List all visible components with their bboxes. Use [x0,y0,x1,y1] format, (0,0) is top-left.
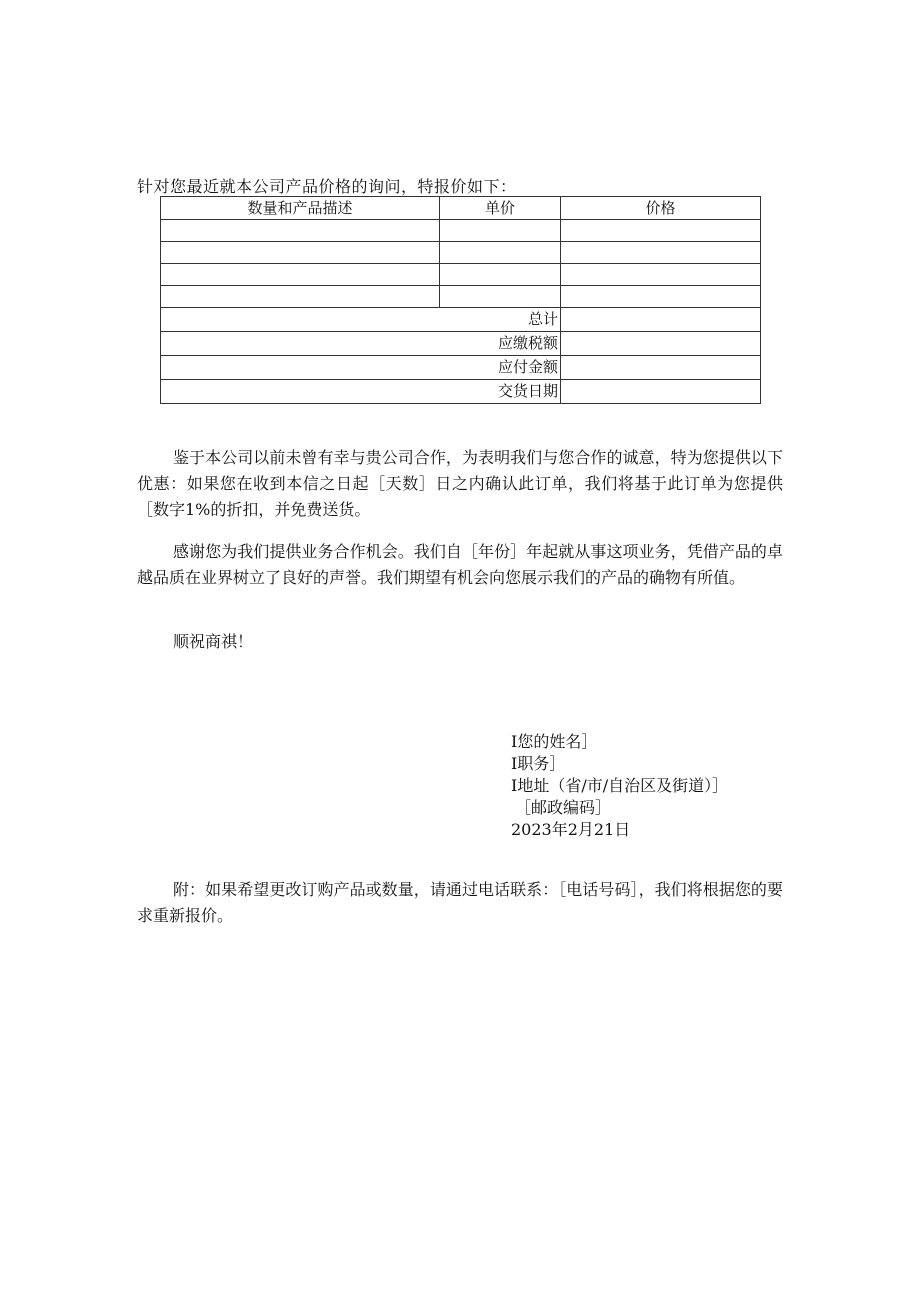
summary-label-tax: 应缴税额 [161,332,561,356]
summary-row-total [161,308,761,332]
cell-price[interactable] [561,242,761,264]
postscript-paragraph: 附：如果希望更改订购产品或数量，请通过电话联系：［电话号码］，我们将根据您的要求重新报价。 [137,880,783,925]
table-header-row [161,197,761,220]
cell-price[interactable] [561,220,761,242]
quote-table [160,196,761,404]
summary-label-amount-due: 应付金额 [161,356,561,380]
summary-value-delivery-date[interactable] [561,380,761,404]
summary-label-delivery-date: 交货日期 [161,380,561,404]
summary-row-amount-due [161,356,761,380]
cell-description[interactable] [161,242,440,264]
signature-title: I职务］ [511,754,566,773]
summary-row-delivery-date [161,380,761,404]
cell-unit-price[interactable] [440,220,561,242]
table-row [161,242,761,264]
intro-text: 针对您最近就本公司产品价格的询问，特报价如下： [137,177,517,196]
signature-date: 2023年2月21日 [511,820,631,839]
cell-price[interactable] [561,286,761,308]
closing-line: 顺祝商祺！ [173,632,254,651]
thanks-paragraph: 感谢您为我们提供业务合作机会。我们自［年份］年起就从事这项业务，凭借产品的卓越品质在业界树立了良好的声誉。我们期望有机会向您展示我们的产品的确物有所值。 [137,542,783,587]
summary-row-tax [161,332,761,356]
summary-value-amount-due[interactable] [561,356,761,380]
cell-unit-price[interactable] [440,242,561,264]
signature-address: I地址（省/市/自治区及街道）］ [511,776,729,795]
summary-value-total[interactable] [561,308,761,332]
header-description: 数量和产品描述 [161,197,440,220]
signature-block [511,731,728,841]
header-unit-price: 单价 [440,197,561,220]
header-price: 价格 [561,197,761,220]
cell-description[interactable] [161,264,440,286]
cell-unit-price[interactable] [440,286,561,308]
cell-description[interactable] [161,286,440,308]
signature-postal-code: ［邮政编码］ [515,798,612,817]
signature-name: I您的姓名］ [511,732,598,751]
table-row [161,264,761,286]
cell-price[interactable] [561,264,761,286]
summary-label-total: 总计 [161,308,561,332]
offer-paragraph: 鉴于本公司以前未曾有幸与贵公司合作，为表明我们与您合作的诚意，特为您提供以下优惠：如果您在收到本信之日起［天数］日之内确认此订单，我们将基于此订单为您提供［数字1%的折扣，并免费送货。 [137,448,783,519]
table-row [161,220,761,242]
summary-value-tax[interactable] [561,332,761,356]
table-row [161,286,761,308]
cell-unit-price[interactable] [440,264,561,286]
cell-description[interactable] [161,220,440,242]
